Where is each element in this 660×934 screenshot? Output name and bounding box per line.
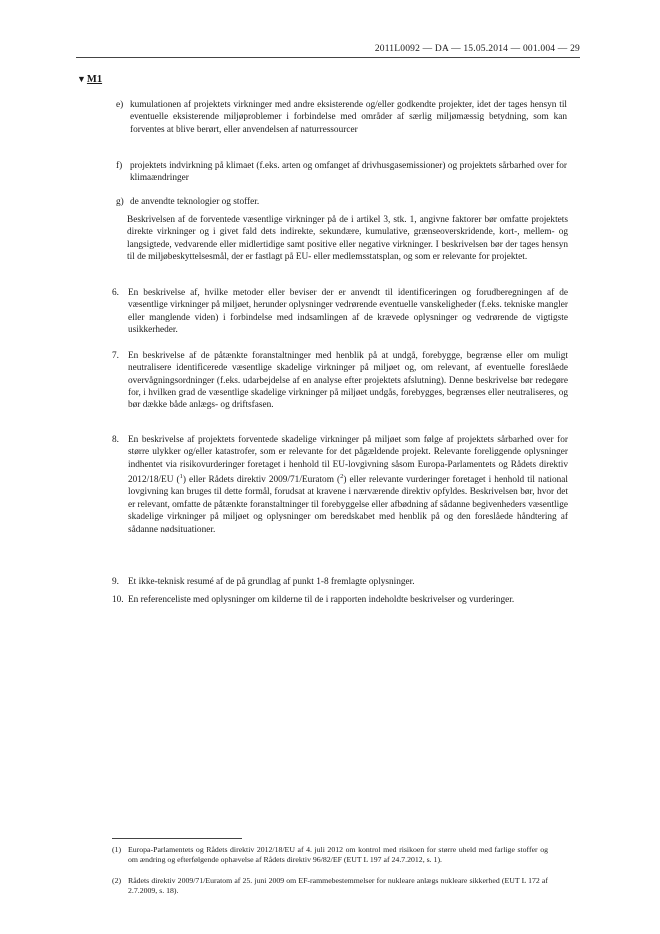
sub-item-text: projektets indvirkning på klimaet (f.eks. arten og omfanget af drivhusgasemissioner) og projektets sårbarhed over for klimaændringer [130,161,567,184]
item-text: En beskrivelse af projektets forventede skadelige virkninger på miljøet som følge af projektets sårbarhed over for større ulykker og/eller katastrofer, som er relevante for det pågældende projekt. Relevante foreliggende oplysninger indhentet via risikovurderinger foretaget i henhold til EU-lovgivning såsom Europa-Parlamentets og Rådets direktiv 2012/18/EU ($^1$) eller Rådets direktiv 2009/71/Euratom ($^2$) eller relevante vurderinger foretaget i henhold til national lovgivning kan bruges til dette formål, forudsat at kravene i nærværende direktiv opfyldes. Beskrivelsen bør, hvor det er relevant, omfatte de påtænkte foranstaltninger til forebyggelse eller afbødning af sådanne begivenheders væsentlige skadelige virkninger på miljøet og oplysninger om beredskabet med henblik på og den foreslåede håndtering af sådanne nødsituationer. [128,435,568,535]
description-paragraph: Beskrivelsen af de forventede væsentlige virkninger på de i artikel 3, stk. 1, angivne faktorer bør omfatte projektets direkte virkninger og i givet fald dets indirekte, sekundære, kumulative, grænseoverskridende, kort-, mellem- og langsigtede, vedvarende eller midlertidige samt positive eller negative virkninger. I beskrivelsen bør der tages hensyn til de miljøbeskyttelsesmål, der er fastlagt på EU- eller medlemsstatsplan, og som er relevante for projektet. [127,215,568,263]
item-text: En referenceliste med oplysninger om kilderne til de i rapporten indeholdte beskrivelser og vurderinger. [128,595,515,605]
footnote-divider [112,838,242,839]
footnote-text: Rådets direktiv 2009/71/Euratom af 25. juni 2009 om EF-rammebestemmelser for nukleare anlægs nukleare sikkerhed (EUT L 172 af 2.7.2009, s. 18). [128,876,548,895]
item-number: 9. [112,577,119,587]
item-number: 10. [112,595,124,605]
document-header [76,44,580,58]
footnote-ref-1[interactable]: 1 [179,473,183,481]
sub-item-text: de anvendte teknologier og stoffer. [130,197,260,207]
footnote-key: (1) [112,845,122,854]
sub-item-key: g) [116,197,124,207]
amendment-marker [77,74,102,85]
item-number: 8. [112,435,119,445]
sub-item-text: kumulationen af projektets virkninger med andre eksisterende og/eller godkendte projekter, idet der tages hensyn til eventuelle eksisterende miljøproblemer i forbindelse med områder af særlig miljømæssig betydning, som kan forventes at blive berørt, eller anvendelsen af naturressourcer [130,100,567,135]
document-reference: 2011L0092 — DA — 15.05.2014 — 001.004 — 29 [374,44,580,54]
footnote-text: Europa-Parlamentets og Rådets direktiv 2012/18/EU af 4. juli 2012 om kontrol med risikoen for større uheld med farlige stoffer og om ændring og efterfølgende ophævelse af Rådets direktiv 96/82/EF (EUT L 197 af 24.7.2012, s. 1). [128,845,548,864]
footnote-ref-2[interactable]: 2 [340,473,344,481]
footnote-key: (2) [112,876,122,885]
item-text: Et ikke-teknisk resumé af de på grundlag af punkt 1-8 fremlagte oplysninger. [128,577,415,587]
sub-item-key: f) [116,161,123,171]
item-number: 6. [112,288,119,298]
item-text: En beskrivelse af de påtænkte foranstaltninger med henblik på at undgå, forebygge, begrænse eller om muligt neutralisere identificerede væsentlige skadelige virkninger på miljøet og, om relevant, af eventuelle foreslåede overvågningsordninger (f.eks. udarbejdelse af en analyse efter projektets afslutning). Denne beskrivelse bør redegøre for, i hvilken grad de væsentlige skadelige virkninger på miljøet undgås, forebygges, begrænses eller neutraliseres, og bør dække både anlægs- og driftsfasen. [128,351,568,411]
item-text: En beskrivelse af, hvilke metoder eller beviser der er anvendt til identificeringen og forudberegningen af de væsentlige virkninger på miljøet, herunder oplysninger vedrørende eventuelle vanskeligheder (f.eks. tekniske mangler eller manglende viden) i forbindelse med indsamlingen af de krævede oplysninger og vedrørende de vigtigste usikkerheder. [128,288,568,336]
triangle-marker-icon: ▼ [77,74,86,84]
sub-item-key: e) [116,100,124,110]
item-number: 7. [112,351,119,361]
amendment-label: M1 [86,74,103,85]
